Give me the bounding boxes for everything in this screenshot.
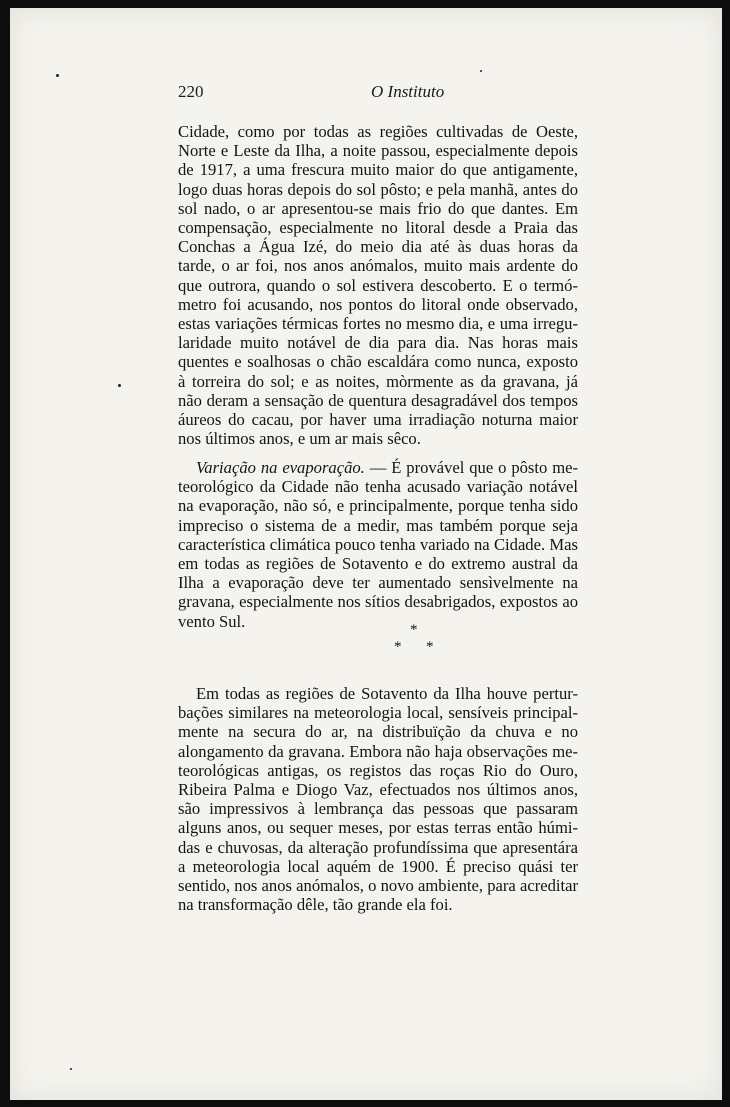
section-title: Variação na evaporação. xyxy=(196,458,365,477)
text-line: bações similares na meteorologia local, sensíveis principal- xyxy=(178,703,578,723)
text-line: quentes e soalhosas o chão escaldára como nunca, exposto xyxy=(178,352,578,372)
text-line: que outrora, quando o sol estivera descoberto. E o termó- xyxy=(178,275,578,295)
book-page xyxy=(10,8,722,1100)
text-line: são impressivos à lembrança das pessoas que passaram xyxy=(178,799,578,819)
text-line: na evaporação, não só, e principalmente, porque tenha sido xyxy=(178,496,578,516)
text-line: de 1917, a uma frescura muito maior do que antigamente, xyxy=(178,160,578,180)
text-line: vento Sul. xyxy=(178,611,246,631)
text-line-content: Em todas as regiões de Sotavento da Ilha houve pertur- xyxy=(196,684,578,703)
text-line: Conchas a Água Izé, do meio dia até às duas horas da xyxy=(178,237,578,257)
paragraph-1 xyxy=(178,122,578,448)
asterisk: * xyxy=(426,639,434,655)
text-line: Ribeira Palma e Diogo Vaz, efectuados nos últimos anos, xyxy=(178,780,578,800)
text-line: nos últimos anos, e um ar mais sêco. xyxy=(178,429,421,449)
text-line: impreciso o sistema de a medir, mas também porque seja xyxy=(178,515,578,535)
text-line: teorológico da Cidade não tenha acusado variação notável xyxy=(178,477,578,497)
text-line xyxy=(178,684,578,703)
text-line: sol nado, o ar apresentou-se mais frio do que dantes. Em xyxy=(178,198,578,218)
text-line: na transformação dêle, tão grande ela foi. xyxy=(178,895,453,915)
text-line: gravana, especialmente nos sítios desabrigados, expostos ao xyxy=(178,592,578,612)
text-line: compensação, especialmente no litoral desde a Praia das xyxy=(178,218,578,238)
text-line: a meteorologia local aquém de 1900. É preciso quási ter xyxy=(178,856,578,876)
running-title: O Instituto xyxy=(371,82,445,101)
section-separator xyxy=(380,622,434,662)
text-line: estas variações térmicas fortes no mesmo dia, e uma irregu- xyxy=(178,314,578,334)
scan-speck xyxy=(118,384,121,387)
text-line: característica climática pouco tenha variado na Cidade. Mas xyxy=(178,534,578,554)
paragraph-3 xyxy=(178,684,578,914)
text-line: Ilha a evaporação deve ter aumentado sensìvelmente na xyxy=(178,573,578,593)
text-line: das e chuvosas, da alteração profundíssima que apresentára xyxy=(178,837,578,857)
text-line: alongamento da gravana. Embora não haja observações me- xyxy=(178,741,578,761)
text-line-rest: — É provável que o pôsto me- xyxy=(364,458,578,477)
text-line: áureos do cacau, por haver uma irradiação noturna maior xyxy=(178,410,578,430)
text-line: logo duas horas depois do sol pôsto; e pela manhã, antes do xyxy=(178,179,578,199)
scan-speck xyxy=(70,1068,72,1070)
text-line: à torreira do sol; e as noites, mòrmente as da gravana, já xyxy=(178,371,578,391)
text-line xyxy=(178,458,578,477)
text-line: sentido, nos anos anómalos, o novo ambiente, para acreditar xyxy=(178,876,578,896)
page-header xyxy=(166,80,576,104)
text-line: em todas as regiões de Sotavento e do extremo austral da xyxy=(178,554,578,574)
text-line: não deram a sensação de quentura desagradável dos tempos xyxy=(178,390,578,410)
text-line: Norte e Leste da Ilha, a noite passou, especialmente depois xyxy=(178,141,578,161)
scan-speck xyxy=(480,70,482,72)
text-line: mente na secura do ar, na distribuïção da chuva e no xyxy=(178,722,578,742)
text-line: laridade muito notável de dia para dia. Nas horas mais xyxy=(178,333,578,353)
text-line: teorológicas antigas, os registos das roças Rio do Ouro, xyxy=(178,760,578,780)
asterisk: * xyxy=(410,622,418,638)
text-line: metro foi acusando, nos pontos do litoral onde observado, xyxy=(178,294,578,314)
asterisk: * xyxy=(394,639,402,655)
text-line: tarde, o ar foi, nos anos anómalos, muito mais ardente do xyxy=(178,256,578,276)
scan-speck xyxy=(56,74,59,77)
paragraph-2 xyxy=(178,458,578,631)
page-number: 220 xyxy=(178,82,204,101)
text-line: alguns anos, ou sequer meses, por estas terras então húmi- xyxy=(178,818,578,838)
text-line: Cidade, como por todas as regiões cultivadas de Oeste, xyxy=(178,122,578,141)
